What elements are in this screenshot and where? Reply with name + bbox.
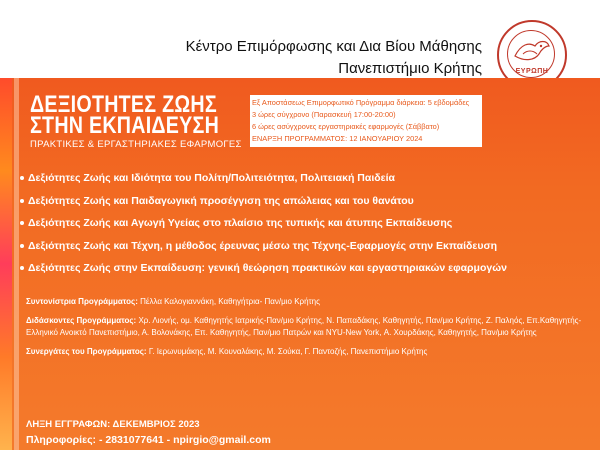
- list-item: [28, 195, 507, 218]
- bullet-icon: [20, 199, 24, 203]
- list-item: [28, 262, 507, 285]
- header-bar: [0, 0, 600, 78]
- program-details: [26, 296, 594, 364]
- university-name: Πανεπιστήμιο Κρήτης: [338, 60, 482, 77]
- institution-name: Κέντρο Επιμόρφωσης και Δια Βίου Μάθησης: [185, 38, 482, 55]
- info-async-hours: 6 ώρες ασύγχρονες εργαστηριακές εφαρμογές (Σάββατο): [252, 122, 440, 131]
- topic-text: Δεξιότητες Ζωής και Τέχνη, η μέθοδος έρευνας μέσω της Τέχνης-Εφαρμογές στην Εκπαίδευση: [28, 239, 498, 252]
- topics-list: [28, 172, 507, 285]
- collaborators-value: Γ. Ιερωνυμάκης, Μ. Κουναλάκης, Μ. Σούκα, Γ. Παντοζής, Πανεπιστήμιο Κρήτης: [148, 346, 428, 356]
- topic-text: Δεξιότητες Ζωής και Ιδιότητα του Πολίτη/Πολιτειότητα, Πολιτειακή Παιδεία: [28, 172, 395, 184]
- info-start-date: ΕΝΑΡΞΗ ΠΡΟΓΡΑΜΜΑΤΟΣ: 12 ΙΑΝΟΥΑΡΙΟΥ 2024: [252, 134, 423, 143]
- registration-deadline: ΛΗΞΗ ΕΓΓΡΑΦΩΝ: ΔΕΚΕΜΒΡΙΟΣ 2023: [26, 419, 200, 430]
- list-item: [28, 217, 507, 240]
- list-item: [28, 240, 507, 263]
- instructors-value: Χρ. Λιονής, ομ. Καθηγητής Ιατρικής-Παν/μιο Κρήτης, Ν. Παπαδάκης, Καθηγητής, Παν/μιο Κρήτης, Ζ. Παληός, Επ.Καθηγητής- Ελληνικό Ανοικτό Πανεπιστήμιο, Α. Βολονάκης, Επ. Καθηγητής, Παν/μιο Πατρών και NYU-New York, Α. Χουρδάκης, Καθηγητής, Παν/μιο Κρήτης: [26, 315, 582, 337]
- seal-text: ΕΥΡΩΠΗ: [515, 68, 549, 75]
- coordinator-row: [26, 296, 594, 309]
- bullet-icon: [20, 266, 24, 270]
- bullet-icon: [20, 244, 24, 248]
- coordinator-label: Συντονίστρια Προγράμματος:: [26, 297, 138, 306]
- decorative-stripe-thin: [14, 78, 19, 450]
- info-duration: Εξ Αποστάσεως Επιμορφωτικό Πρόγραμμα διάρκεια: 5 εβδομάδες: [252, 98, 470, 107]
- instructors-row: [26, 315, 594, 340]
- bullet-icon: [20, 221, 24, 225]
- topic-text: Δεξιότητες Ζωής στην Εκπαίδευση: γενική θεώρηση πρακτικών και εργαστηριακών εφαρμογών: [28, 262, 507, 274]
- instructors-label: Διδάσκοντες Προγράμματος:: [26, 315, 137, 325]
- poster-subtitle: ΠΡΑΚΤΙΚΕΣ & ΕΡΓΑΣΤΗΡΙΑΚΕΣ ΕΦΑΡΜΟΓΕΣ: [30, 139, 242, 150]
- decorative-stripe: [0, 78, 12, 450]
- coordinator-value: Πέλλα Καλογιαννάκη, Καθηγήτρια- Παν/μιο Κρήτης: [140, 297, 320, 306]
- program-info-box: [250, 95, 482, 147]
- bullet-icon: [20, 176, 24, 180]
- list-item: [28, 172, 507, 195]
- contact-info: Πληροφορίες: - 2831077641 - npirgio@gmail.com: [26, 434, 271, 446]
- topic-text: Δεξιότητες Ζωής και Αγωγή Υγείας στο πλαίσιο της τυπικής και άτυπης Εκπαίδευσης: [28, 217, 453, 229]
- info-sync-hours: 3 ώρες σύγχρονο (Παρασκευή 17:00-20:00): [252, 110, 396, 119]
- collaborators-row: [26, 346, 594, 359]
- collaborators-label: Συνεργάτες του Προγράμματος:: [26, 346, 147, 356]
- poster-title-line2: ΣΤΗΝ ΕΚΠΑΙΔΕΥΣΗ: [30, 112, 220, 139]
- poster-title-line1: ΔΕΞΙΟΤΗΤΕΣ ΖΩΗΣ: [30, 91, 217, 118]
- topic-text: Δεξιότητες Ζωής και Παιδαγωγική προσέγγιση της απώλειας και του θανάτου: [28, 194, 414, 207]
